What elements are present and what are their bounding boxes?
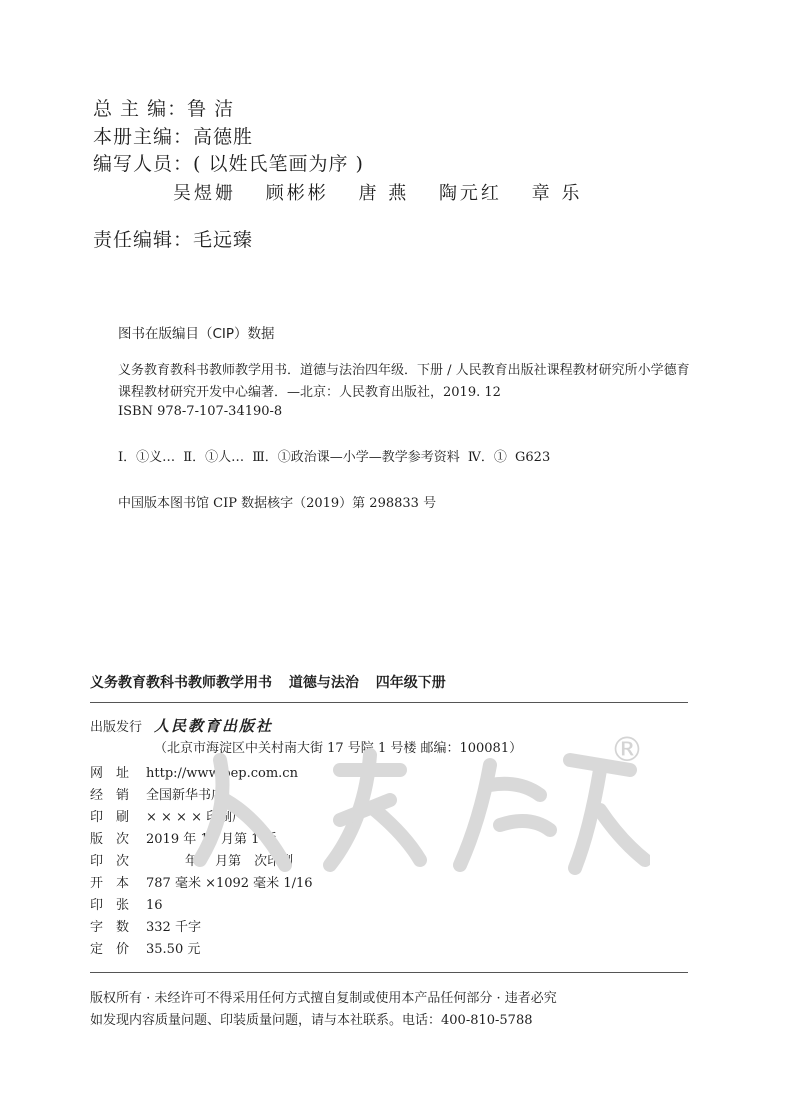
address-row — [154, 739, 522, 759]
info-value: 16 — [146, 898, 163, 913]
divider-bottom — [90, 972, 688, 973]
info-row — [90, 896, 163, 916]
series-name: 义务教育教科书教师教学用书 — [90, 675, 272, 691]
series-title — [90, 672, 688, 692]
cip-title: 图书在版编目（CIP）数据 — [118, 326, 275, 342]
volume-editor-label: 本册主编： — [93, 126, 194, 148]
contact-notice: 如发现内容质量问题、印装质量问题，请与本社联系。电话：400-810-5788 — [90, 1013, 533, 1028]
publisher-name: 人民教育出版社 — [154, 717, 274, 735]
info-row — [90, 852, 293, 872]
cip-block — [118, 322, 698, 511]
registered-mark: ® — [610, 730, 644, 770]
info-label: 印 次 — [90, 854, 130, 869]
legal-notice — [90, 988, 557, 1032]
chief-editor-row — [93, 97, 234, 121]
series-subject: 道德与法治 — [288, 675, 359, 691]
writer-name: 唐 燕 — [358, 183, 410, 204]
cip-classification: Ⅰ．①义… Ⅱ．①人… Ⅲ．①政治课—小学—教学参考资料 Ⅳ．① G623 — [118, 450, 551, 465]
writers-list — [173, 179, 606, 205]
info-row — [90, 830, 277, 850]
info-row — [90, 918, 201, 938]
info-label: 印 张 — [90, 898, 130, 913]
info-label: 字 数 — [90, 920, 130, 935]
info-value: 787 毫米 ×1092 毫米 1/16 — [146, 876, 313, 891]
info-label: 印 刷 — [90, 810, 130, 825]
info-row — [90, 874, 313, 894]
divider-top — [90, 702, 688, 703]
publisher-label: 出版发行 — [90, 720, 143, 735]
responsible-editor-row — [93, 228, 253, 252]
cip-isbn: ISBN 978-7-107-34190-8 — [118, 404, 283, 419]
info-row — [90, 764, 298, 784]
info-value: http://www.pep.com.cn — [146, 766, 298, 781]
writers-label: 编写人员： — [93, 153, 194, 175]
info-value: 年 月第 次印刷 — [146, 854, 294, 869]
writer-name: 章 乐 — [531, 183, 583, 204]
series-grade: 四年级下册 — [375, 675, 446, 691]
info-value: × × × × 印刷厂 — [146, 810, 246, 825]
info-label: 经 销 — [90, 788, 130, 803]
volume-editor-name: 高德胜 — [193, 126, 254, 148]
writer-name: 陶元红 — [438, 183, 502, 204]
responsible-editor-label: 责任编辑： — [93, 229, 194, 251]
colophon — [90, 672, 688, 957]
writer-name: 吴煜姗 — [173, 183, 236, 204]
chief-editor-name: 鲁 洁 — [187, 98, 235, 120]
info-label: 定 价 — [90, 942, 130, 957]
writers-note: ( 以姓氏笔画为序 ) — [193, 153, 364, 175]
writers-row — [93, 152, 364, 176]
chief-editor-label: 总 主 编： — [93, 98, 188, 120]
info-row — [90, 940, 200, 960]
info-row — [90, 786, 224, 806]
info-label: 网 址 — [90, 766, 130, 781]
info-value: 全国新华书店 — [146, 788, 225, 803]
cip-approval: 中国版本图书馆 CIP 数据核字（2019）第 298833 号 — [118, 496, 437, 511]
info-label: 开 本 — [90, 876, 130, 891]
info-row — [90, 808, 245, 828]
volume-editor-row — [93, 125, 253, 149]
publisher-address: （北京市海淀区中关村南大街 17 号院 1 号楼 邮编：100081） — [154, 741, 523, 756]
publisher-row — [90, 716, 273, 736]
info-value: 35.50 元 — [146, 942, 201, 957]
info-value: 2019 年 12 月第 1 版 — [146, 832, 277, 847]
copyright-notice: 版权所有 · 未经许可不得采用任何方式擅自复制或使用本产品任何部分 · 违者必究 — [90, 991, 557, 1006]
info-label: 版 次 — [90, 832, 130, 847]
cip-description: 义务教育教科书教师教学用书．道德与法治四年级．下册 / 人民教育出版社课程教材研究所小学德育课程教材研究开发中心编著．—北京：人民教育出版社，2019. 12 — [118, 363, 690, 400]
responsible-editor-name: 毛远臻 — [193, 229, 254, 251]
info-value: 332 千字 — [146, 920, 201, 935]
writer-name: 顾彬彬 — [265, 183, 329, 204]
